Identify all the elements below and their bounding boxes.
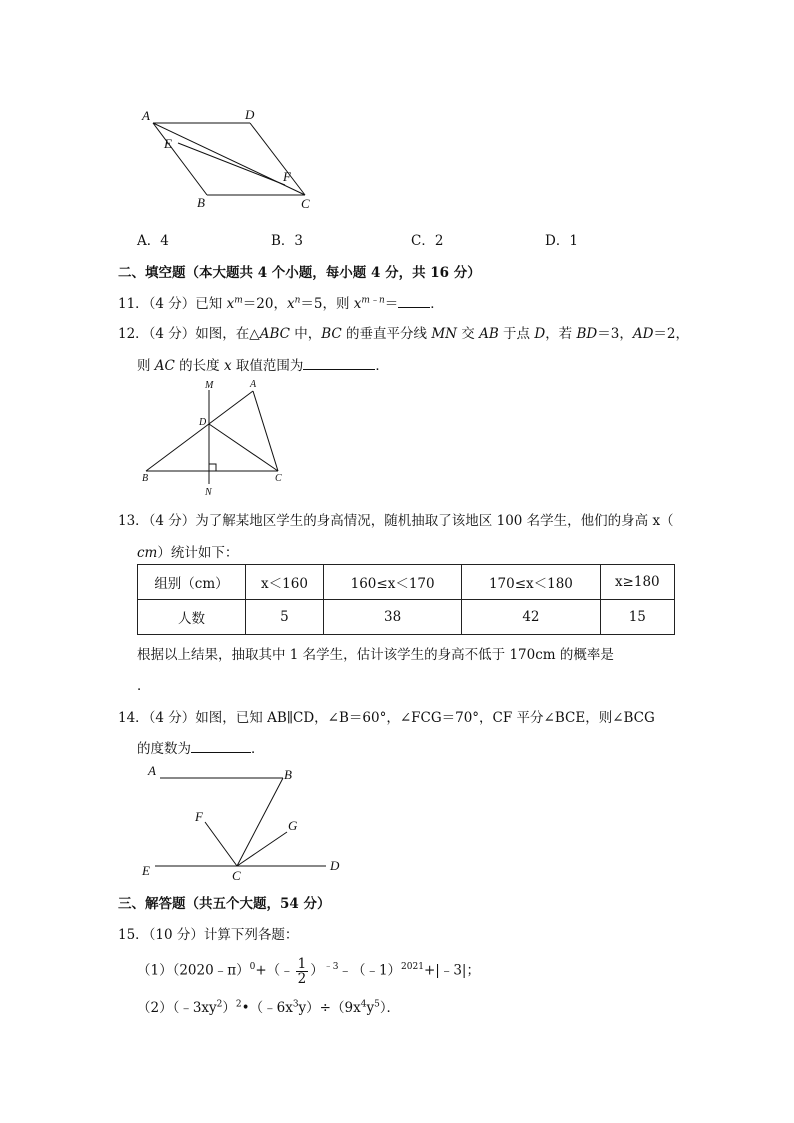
label-D: D bbox=[199, 417, 207, 428]
q12-text-a: 12．（4 分）如图，在△ bbox=[118, 326, 260, 342]
q12-end: ． bbox=[375, 358, 389, 374]
label-A: A bbox=[142, 108, 150, 123]
label-A: A bbox=[250, 379, 257, 390]
option-c: C．2 bbox=[411, 233, 444, 249]
label-F: F bbox=[195, 809, 203, 824]
label-B: B bbox=[284, 767, 292, 782]
q11-mn: m﹣n bbox=[361, 295, 385, 306]
q14-line2-text: 的度数为 bbox=[137, 741, 191, 757]
label-D: D bbox=[245, 107, 255, 122]
table-cell: 42 bbox=[462, 600, 600, 635]
label-E: E bbox=[142, 863, 150, 878]
q11-eq3: ＝ bbox=[384, 296, 399, 312]
label-C: C bbox=[301, 196, 310, 211]
label-E: E bbox=[164, 136, 172, 151]
q13-cm: cm bbox=[137, 545, 158, 561]
question-13-line3: 根据以上结果，抽取其中 1 名学生，估计该学生的身高不低于 170cm 的概率是 bbox=[137, 647, 614, 663]
q15-p2-sup3: 3 bbox=[292, 999, 299, 1010]
option-d: D．1 bbox=[545, 233, 578, 249]
q11-x2: x bbox=[286, 296, 295, 312]
q12-ad: AD bbox=[632, 326, 654, 342]
table-cell: 38 bbox=[323, 600, 461, 635]
q15-p2-a: （2）（﹣3xy bbox=[137, 1000, 217, 1016]
q11-prefix: 11．（4 分）已知 bbox=[118, 296, 227, 312]
q15-p2-sup5: 5 bbox=[374, 999, 380, 1010]
q12-text-b: 中， bbox=[289, 326, 322, 342]
q15-p1-exp3: ﹣3 bbox=[323, 962, 339, 972]
label-M: M bbox=[205, 380, 214, 391]
q11-m: m bbox=[234, 295, 243, 306]
q12-text-k: 取值范围为 bbox=[231, 358, 304, 374]
label-C: C bbox=[232, 868, 241, 883]
label-N: N bbox=[205, 487, 212, 498]
question-13-line1: 13．（4 分）为了解某地区学生的身高情况，随机抽取了该地区 100 名学生，他们的身高 x（ bbox=[118, 513, 674, 529]
table-header-cell: 170≤x＜180 bbox=[462, 565, 600, 600]
q12-mn: MN bbox=[431, 326, 457, 342]
table-cell: 15 bbox=[600, 600, 674, 635]
q15-p2-f: ）． bbox=[379, 1000, 401, 1016]
q13-line2-rest: ）统计如下： bbox=[157, 545, 239, 561]
q15-p1-c: ） bbox=[310, 962, 324, 979]
q12-text-e: 于点 bbox=[498, 326, 535, 342]
table-header-cell: 组别（cm） bbox=[138, 565, 246, 600]
q12-d: D bbox=[534, 326, 546, 342]
q11-n: n bbox=[294, 295, 301, 306]
q12-text-c: 的垂直平分线 bbox=[341, 326, 432, 342]
q14-end: ． bbox=[251, 741, 265, 757]
q15-p1-d: ﹣（﹣1） bbox=[338, 962, 402, 979]
q15-p1-e: +|﹣3|； bbox=[423, 962, 480, 979]
table-header-cell: x＜160 bbox=[246, 565, 324, 600]
q12-text-i: 则 bbox=[137, 358, 155, 374]
q15-p2-sup2: 2 bbox=[235, 999, 242, 1010]
label-B: B bbox=[197, 195, 205, 210]
question-15-part1 bbox=[137, 950, 480, 988]
label-C: C bbox=[275, 473, 282, 484]
question-15-title: 15．（10 分）计算下列各题： bbox=[118, 927, 299, 943]
q12-text-f: ，若 bbox=[545, 326, 577, 342]
q15-p2-c: •（﹣6x bbox=[241, 1000, 293, 1016]
q12-text-h: ＝2， bbox=[653, 326, 689, 342]
question-15-part2 bbox=[137, 996, 400, 1016]
option-b: B．3 bbox=[271, 233, 304, 249]
fraction-denominator: 2 bbox=[297, 970, 307, 987]
q11-eq2: ＝5，则 bbox=[300, 296, 354, 312]
fraction-numerator: 1 bbox=[297, 955, 307, 972]
q15-p1-b: +（﹣ bbox=[255, 962, 294, 979]
q15-p2-e: y bbox=[366, 1000, 375, 1016]
q11-end: ． bbox=[430, 296, 444, 312]
option-a: A．4 bbox=[137, 233, 169, 249]
q15-p1-a: （1）（2020﹣π） bbox=[137, 962, 250, 979]
q12-ac: AC bbox=[154, 358, 175, 374]
q11-x1: x bbox=[226, 296, 235, 312]
q12-bd: BD bbox=[576, 326, 598, 342]
label-B: B bbox=[142, 473, 149, 484]
q12-text-j: 的长度 bbox=[174, 358, 224, 374]
table-cell: 5 bbox=[246, 600, 324, 635]
label-F: F bbox=[283, 169, 291, 184]
q11-eq1: ＝20， bbox=[242, 296, 287, 312]
q15-p2-sup4: 4 bbox=[360, 999, 367, 1010]
label-G: G bbox=[288, 818, 298, 833]
section-3-title: 三、解答题（共五个大题，54 分） bbox=[118, 896, 331, 912]
q15-p2-sup1: 2 bbox=[216, 999, 223, 1010]
q15-p2-d: y）÷（9x bbox=[298, 1000, 361, 1016]
q15-fraction bbox=[296, 957, 309, 986]
table-header-cell: 160≤x＜170 bbox=[323, 565, 461, 600]
q12-text-g: ＝3， bbox=[597, 326, 633, 342]
table-header-cell: x≥180 bbox=[600, 565, 674, 600]
q15-p2-b: ） bbox=[222, 1000, 236, 1016]
q15-p1-exp0: 0 bbox=[249, 962, 256, 972]
q12-text-d: 交 bbox=[457, 326, 480, 342]
q12-x: x bbox=[223, 358, 232, 374]
q12-bc: BC bbox=[321, 326, 342, 342]
q11-x3: x bbox=[353, 296, 362, 312]
label-A: A bbox=[148, 763, 156, 778]
question-13-line4: ． bbox=[137, 678, 151, 694]
q15-p1-exp2021: 2021 bbox=[401, 962, 424, 972]
q12-ab: AB bbox=[479, 326, 499, 342]
q12-abc: ABC bbox=[259, 326, 290, 342]
section-2-title: 二、填空题（本大题共 4 个小题，每小题 4 分，共 16 分） bbox=[118, 265, 481, 281]
question-14-line1: 14．（4 分）如图，已知 AB∥CD，∠B＝60°，∠FCG＝70°，CF 平分∠BCE，则∠BCG bbox=[118, 710, 655, 726]
label-D: D bbox=[330, 858, 340, 873]
table-row-label: 人数 bbox=[138, 600, 246, 635]
